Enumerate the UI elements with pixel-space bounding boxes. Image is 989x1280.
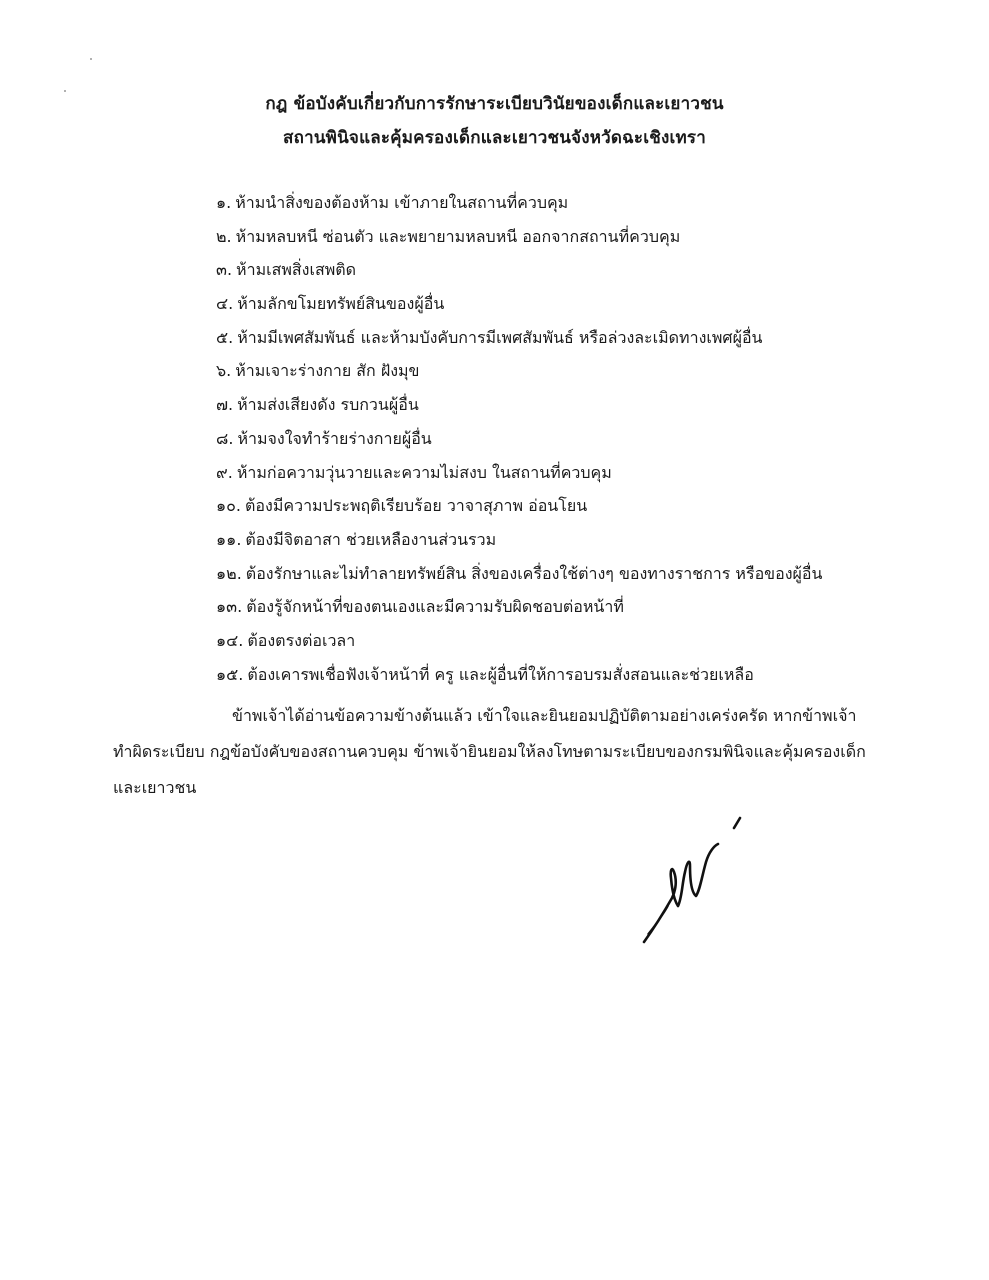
rule-number: ๕. (216, 327, 234, 347)
rule-number: ๓. (216, 260, 233, 280)
rule-number: ๑๐. (216, 496, 242, 516)
rule-text: ต้องมีจิตอาสา ช่วยเหลืองานส่วนรวม (245, 529, 497, 549)
rule-text: ต้องมีความประพฤติเรียบร้อย วาจาสุภาพ อ่อนโยน (245, 496, 588, 516)
rule-number: ๑๕. (216, 664, 244, 684)
rule-text: ต้องเคารพเชื่อฟังเจ้าหน้าที่ ครู และผู้อื่นที่ให้การอบรมสั่งสอนและช่วยเหลือ (247, 664, 754, 684)
rule-text: ห้ามมีเพศสัมพันธ์ และห้ามบังคับการมีเพศสัมพันธ์ หรือล่วงละเมิดทางเพศผู้อื่น (237, 327, 763, 347)
rule-item (216, 594, 822, 628)
consent-statement-line: และเยาวชน (113, 778, 197, 797)
rule-number: ๗. (216, 395, 234, 415)
rule-item (216, 628, 822, 662)
document-subtitle: สถานพินิจและคุ้มครองเด็กและเยาวชนจังหวัดฉะเชิงเทรา (283, 128, 706, 148)
rule-number: ๖. (216, 361, 232, 381)
rule-number: ๔. (216, 294, 234, 314)
rule-number: ๘. (216, 428, 234, 448)
rule-item (216, 493, 822, 527)
rule-text: ห้ามส่งเสียงดัง รบกวนผู้อื่น (237, 395, 419, 415)
rule-number: ๑๓. (216, 597, 243, 617)
rule-item (216, 662, 822, 696)
rule-item (216, 527, 822, 561)
rules-list (216, 190, 822, 695)
document-title: กฎ ข้อบังคับเกี่ยวกับการรักษาระเบียบวินัยของเด็กและเยาวชน (265, 94, 724, 114)
rule-item (216, 561, 822, 595)
rule-item (216, 426, 822, 460)
rule-item (216, 392, 822, 426)
rule-text: ห้ามเจาะร่างกาย สัก ฝังมุข (235, 361, 420, 381)
scan-speck (90, 58, 92, 60)
rule-number: ๑. (216, 193, 232, 212)
rule-number: ๒. (216, 226, 232, 246)
signature-icon (630, 800, 770, 960)
rule-item (216, 224, 822, 258)
consent-statement-line: ข้าพเจ้าได้อ่านข้อความข้างต้นแล้ว เข้าใจและยินยอมปฏิบัติตามอย่างเคร่งครัด หากข้าพเจ้า (232, 706, 857, 725)
rule-item (216, 291, 822, 325)
rule-number: ๑๒. (216, 563, 242, 583)
rule-text: ห้ามจงใจทำร้ายร่างกายผู้อื่น (237, 428, 432, 448)
rule-item (216, 325, 822, 359)
rule-number: ๙. (216, 462, 233, 482)
rule-text: ห้ามนำสิ่งของต้องห้าม เข้าภายในสถานที่ควบคุม (235, 193, 569, 212)
rule-text: ต้องตรงต่อเวลา (247, 630, 356, 650)
rule-text: ต้องรักษาและไม่ทำลายทรัพย์สิน สิ่งของเครื่องใช้ต่างๆ ของทางราชการ หรือของผู้อื่น (245, 563, 823, 583)
rule-text: ห้ามก่อความวุ่นวายและความไม่สงบ ในสถานที่ควบคุม (236, 462, 612, 482)
rule-number: ๑๔. (216, 630, 244, 650)
rule-item (216, 257, 822, 291)
rule-text: ห้ามหลบหนี ซ่อนตัว และพยายามหลบหนี ออกจากสถานที่ควบคุม (235, 226, 681, 246)
rule-item (216, 460, 822, 494)
rule-text: ต้องรู้จักหน้าที่ของตนเองและมีความรับผิดชอบต่อหน้าที่ (246, 597, 624, 617)
rule-item (216, 190, 822, 224)
consent-statement-line: ทำผิดระเบียบ กฎข้อบังคับของสถานควบคุม ข้าพเจ้ายินยอมให้ลงโทษตามระเบียบของกรมพินิจและคุ้มครองเด็ก (113, 742, 866, 761)
rule-item (216, 358, 822, 392)
rule-text: ห้ามลักขโมยทรัพย์สินของผู้อื่น (237, 294, 445, 314)
rule-text: ห้ามเสพสิ่งเสพติด (236, 260, 357, 280)
rule-number: ๑๑. (216, 529, 242, 549)
